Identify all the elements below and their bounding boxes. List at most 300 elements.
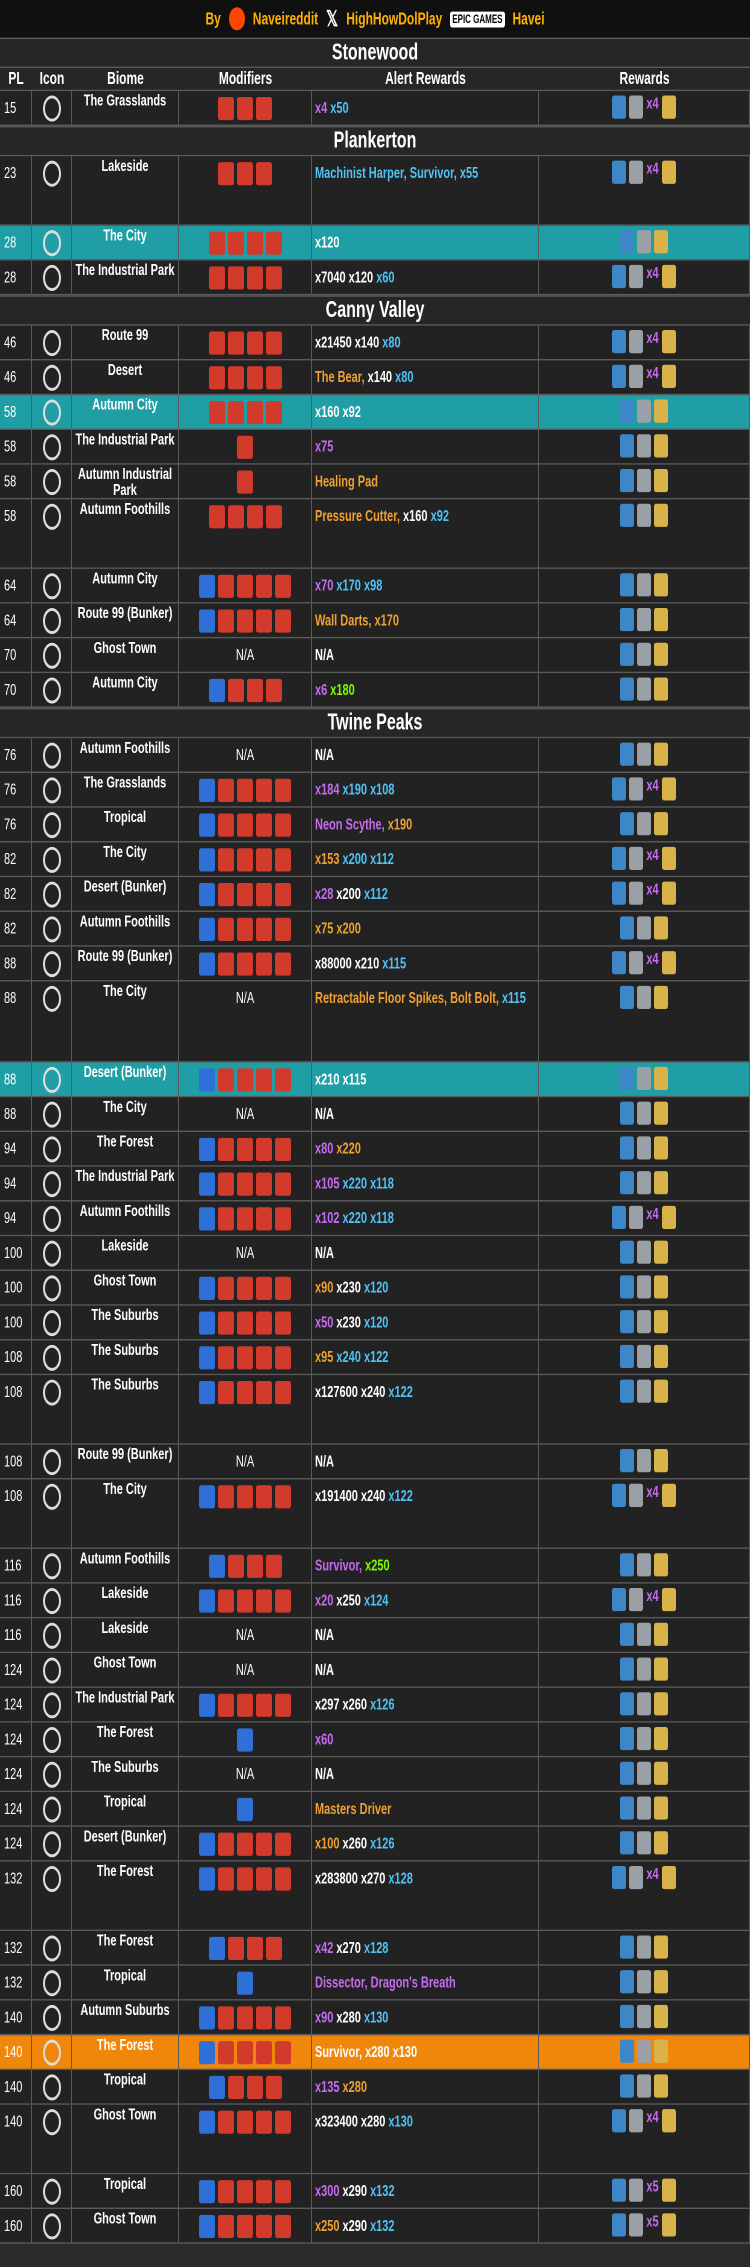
modifier-icon [199,2041,215,2064]
alert-reward-text: x260 [342,1835,371,1853]
modifier-icon [256,1207,272,1230]
alert-rewards [312,326,539,359]
power-level: 100 [0,1236,32,1269]
reward-icon [612,847,626,870]
alert-reward-text: x190 [387,816,413,834]
reward-count: x4 [646,1865,659,1884]
power-level: 100 [0,1306,32,1339]
alert-reward-text: N/A [315,746,334,765]
alert-reward-text: x75 [315,438,334,456]
alert-reward-text: x4 [315,99,331,118]
modifiers [179,1306,312,1339]
modifier-icon [199,1207,215,1230]
mission-icon-cell [32,1827,72,1860]
mission-row [0,1549,750,1584]
reward-icon [637,986,651,1009]
alert-reward-text: x115 [342,1071,367,1089]
alert-reward-text: x122 [363,1349,389,1367]
alert-reward-text: x170 [336,577,364,595]
power-level: 58 [0,499,32,567]
reward-icon [620,1658,634,1681]
reward-icon [662,1206,676,1229]
mission-row [0,569,750,604]
rewards [539,638,750,671]
alert-reward-text: x90 [315,2009,337,2027]
alert-reward-text: x102 [315,1210,343,1228]
modifier-icon [218,2180,234,2203]
mission-icon-cell [32,1931,72,1964]
alert-reward-text: Survivor, [315,2044,366,2062]
rewards [539,326,750,359]
alert-rewards [312,604,539,637]
power-level: 108 [0,1479,32,1547]
mission-type-icon [43,1796,61,1822]
reward-icon [654,1796,668,1819]
biome-name: Autumn City [72,673,179,706]
modifier-icon [256,2006,272,2029]
mission-type-icon [43,1970,61,1996]
mission-row [0,1167,750,1202]
rewards [539,912,750,945]
mission-icon-cell [32,981,72,1061]
x-icon: 𝕏 [326,7,339,32]
reward-icon [662,265,676,288]
mission-icon-cell [32,773,72,806]
mission-icon-cell [32,2209,72,2242]
alert-reward-text: x88000 [315,955,355,973]
modifier-icon [275,2041,291,2064]
modifier-icon [237,779,253,802]
x-user: HighHowDolPlay [346,8,443,29]
alert-reward-text: x250 [365,1557,390,1575]
modifier-icon [237,436,253,459]
modifier-icon [237,1694,253,1717]
modifier-icon [275,1589,291,1612]
biome-name: Ghost Town [72,2105,179,2173]
modifier-icon [266,266,282,289]
mission-row [0,981,750,1062]
rewards [539,1862,750,1930]
rewards [539,1132,750,1165]
reward-icon [620,469,634,492]
reward-icon [654,743,668,766]
reward-count: x4 [646,95,659,113]
modifier-icon [218,1694,234,1717]
alert-reward-text: x126 [370,1696,395,1714]
biome-name: Autumn Foothills [72,1202,179,1235]
reward-icon [654,1380,668,1403]
reward-icon [620,1171,634,1194]
modifier-icon [275,2180,291,2203]
reward-icon [654,2074,668,2097]
reward-icon [654,1345,668,1368]
modifier-icon [256,1694,272,1717]
modifier-icon [199,1867,215,1890]
biome-name: The Industrial Park [72,430,179,463]
mission-icon-cell [32,395,72,428]
reward-icon [654,608,668,631]
modifier-icon [266,1937,282,1960]
modifier-icon [228,401,244,424]
mission-icon-cell [32,569,72,602]
modifier-icon [237,1589,253,1612]
modifier-icon [199,1485,215,1508]
modifier-icon [218,1277,234,1300]
modifier-icon [256,609,272,632]
modifiers [179,912,312,945]
reward-icon [620,1275,634,1298]
rewards [539,1792,750,1825]
power-level: 108 [0,1340,32,1373]
modifier-icon [247,505,263,528]
biome-name: Tropical [72,1966,179,1999]
mission-row [0,261,750,296]
biome-name: Autumn Industrial Park [72,465,179,498]
alert-reward-text: x120 [315,234,340,252]
power-level: 108 [0,1445,32,1478]
mission-type-icon [43,677,61,703]
modifiers-na: N/A [179,1097,312,1130]
mission-type-icon [43,2213,61,2239]
power-level: 94 [0,1132,32,1165]
reward-count: x4 [646,2109,659,2127]
alert-reward-text: x122 [388,1383,413,1402]
modifier-icon [199,2215,215,2238]
reward-count: x4 [646,881,659,899]
rewards [539,1271,750,1304]
by-label: By [205,8,221,29]
alert-reward-text: x115 [502,990,526,1008]
alert-rewards [312,947,539,980]
modifier-icon [275,609,291,632]
rewards [539,1375,750,1443]
reward-icon [620,1970,634,1993]
reward-icon [637,1623,651,1646]
power-level: 46 [0,360,32,393]
modifiers [179,1688,312,1721]
biome-name: The Industrial Park [72,1167,179,1200]
modifier-icon [266,232,282,255]
alert-reward-text: x160 [315,403,343,422]
modifier-icon [199,953,215,976]
reward-icon [637,1449,651,1472]
rewards [539,395,750,428]
alert-reward-text: x280 [365,2044,393,2062]
mission-icon-cell [32,1723,72,1756]
power-level: 88 [0,981,32,1061]
reward-icon [662,2179,676,2202]
modifier-icon [266,1555,282,1578]
alert-reward-text: x297 [315,1696,343,1714]
alert-reward-text: x240 [360,1488,389,1506]
rewards [539,843,750,876]
biome-name: Tropical [72,2070,179,2103]
modifier-icon [209,366,225,389]
modifiers [179,360,312,393]
modifier-icon [256,575,272,598]
alert-reward-text: x180 [330,681,355,700]
reward-icon [637,2074,651,2097]
alert-rewards [312,2174,539,2207]
power-level: 100 [0,1271,32,1304]
alert-reward-text: x80 [395,369,414,387]
modifier-icon [237,1277,253,1300]
power-level: 124 [0,1792,32,1825]
mission-icon-cell [32,2070,72,2103]
modifier-icon [275,575,291,598]
mission-icon-cell [32,1063,72,1096]
modifier-icon [218,814,234,837]
modifier-icon [218,918,234,941]
modifier-icon [228,366,244,389]
modifier-icon [266,366,282,389]
mission-icon-cell [32,1306,72,1339]
reward-icon [620,1380,634,1403]
alert-rewards [312,1063,539,1096]
alert-reward-text: x210 [315,1071,343,1089]
rewards [539,1236,750,1269]
alert-rewards [312,2035,539,2068]
power-level: 64 [0,569,32,602]
biome-name: The Industrial Park [72,1688,179,1721]
alert-rewards [312,1167,539,1200]
power-level: 70 [0,638,32,671]
header-cell: Icon [39,68,65,89]
alert-reward-text: x92 [342,403,361,422]
reward-icon [654,916,668,939]
mission-row [0,877,750,912]
mission-icon-cell [32,1132,72,1165]
modifier-icon [256,1138,272,1161]
biome-name: The City [72,981,179,1061]
reward-icon [637,469,651,492]
modifier-icon [275,1138,291,1161]
mission-row [0,226,750,261]
reward-icon [637,916,651,939]
modifier-icon [275,1346,291,1369]
modifier-icon [237,1381,253,1404]
modifier-icon [218,953,234,976]
reward-icon [629,1206,643,1229]
reward-icon [612,1588,626,1611]
rewards [539,91,750,124]
alert-reward-text: x20 [315,1592,337,1610]
power-level: 46 [0,326,32,359]
reward-count: x5 [646,2213,659,2231]
alert-rewards [312,1097,539,1130]
biome-name: Lakeside [72,1584,179,1617]
reward-icon [612,882,626,905]
power-level: 58 [0,395,32,428]
modifiers [179,843,312,876]
alert-reward-text: x7040 [315,269,349,287]
alert-reward-text: N/A [315,1105,334,1124]
mission-icon-cell [32,2035,72,2068]
alert-rewards [312,569,539,602]
biome-name: Tropical [72,1792,179,1825]
alert-reward-text: x122 [388,1488,413,1506]
alert-reward-text: x80 [315,1140,337,1159]
mission-type-icon [43,1241,61,1267]
mission-icon-cell [32,2001,72,2034]
mission-type-icon [43,1935,61,1961]
alert-rewards [312,981,539,1061]
alert-rewards [312,2209,539,2242]
reward-icon [629,2109,643,2132]
biome-name: The City [72,843,179,876]
alert-reward-text: x191400 [315,1488,361,1506]
alert-reward-text: N/A [315,1453,334,1471]
reward-icon [654,1762,668,1785]
mission-icon-cell [32,1167,72,1200]
reward-icon [654,1692,668,1715]
power-level: 23 [0,156,32,224]
modifier-icon [237,1485,253,1508]
mission-type-icon [43,1484,61,1510]
power-level: 70 [0,673,32,706]
modifier-icon [275,953,291,976]
reward-icon [620,643,634,666]
mission-icon-cell [32,499,72,567]
reward-icon [620,1796,634,1819]
modifiers [179,156,312,224]
alert-reward-text: x60 [376,269,395,287]
modifier-icon [275,848,291,871]
mission-row [0,2001,750,2036]
mission-icon-cell [32,877,72,910]
alert-rewards [312,430,539,463]
reward-icon [629,951,643,974]
power-level: 82 [0,877,32,910]
modifiers [179,1271,312,1304]
modifier-icon [218,1485,234,1508]
modifier-icon [209,266,225,289]
mission-type-icon [43,96,61,122]
reward-icon [654,643,668,666]
power-level: 15 [0,91,32,124]
rewards [539,1723,750,1756]
modifiers [179,1167,312,1200]
mission-row [0,1479,750,1548]
modifier-icon [237,575,253,598]
alert-rewards [312,91,539,124]
modifier-icon [237,1346,253,1369]
mission-type-icon [43,230,61,256]
reward-icon [612,777,626,800]
alert-reward-text: x140 [367,369,396,387]
rewards [539,1653,750,1686]
rewards [539,2209,750,2242]
alert-reward-text: x112 [370,851,394,869]
alert-reward-text: x280 [360,2113,389,2131]
biome-name: The Grasslands [72,91,179,124]
modifiers [179,2209,312,2242]
rewards [539,1202,750,1235]
modifiers [179,261,312,294]
reward-icon [629,882,643,905]
reward-icon [654,1831,668,1854]
reward-icon [612,161,626,184]
power-level: 58 [0,465,32,498]
mission-row [0,2070,750,2105]
modifier-icon [275,1694,291,1717]
modifier-icon [256,2111,272,2134]
biome-name: The Grasslands [72,773,179,806]
rewards [539,569,750,602]
reward-icon [629,1484,643,1507]
alert-rewards [312,395,539,428]
rewards [539,673,750,706]
reward-icon [637,504,651,527]
biome-name: The Forest [72,1862,179,1930]
alert-reward-text: x230 [336,1314,364,1332]
alert-reward-text: x124 [363,1592,389,1610]
mission-row [0,738,750,773]
reward-icon [620,608,634,631]
reward-icon [662,951,676,974]
alert-reward-text: Neon Scythe, [315,816,388,834]
alert-reward-text: x130 [363,2009,389,2027]
reward-icon [662,1866,676,1889]
modifier-icon [199,2111,215,2134]
mission-type-icon [43,469,61,495]
mission-type-icon [43,1275,61,1301]
epic-user: Havei [512,8,545,29]
header-cell: PL [8,68,24,89]
alert-reward-text: x21450 [315,334,355,352]
modifier-icon [209,1937,225,1960]
modifier-icon [218,1833,234,1856]
modifier-icon [237,1972,253,1995]
mission-row [0,1340,750,1375]
alert-reward-text: x290 [342,2182,371,2201]
reward-icon [654,1241,668,1264]
reward-icon [620,230,634,253]
modifiers-na: N/A [179,1445,312,1478]
mission-row [0,843,750,878]
biome-name: The Suburbs [72,1375,179,1443]
alert-reward-text: N/A [315,647,334,665]
zone-title: Twine Peaks [0,708,750,738]
power-level: 116 [0,1584,32,1617]
alert-reward-text: x200 [336,885,364,904]
modifiers [179,1792,312,1825]
reward-icon [654,1102,668,1125]
reward-icon [612,1206,626,1229]
alert-reward-text: x28 [315,885,337,904]
reward-icon [612,2179,626,2202]
modifier-icon [228,1555,244,1578]
mission-row [0,1584,750,1619]
alert-reward-text: x126 [370,1835,395,1853]
alert-reward-text: x90 [315,1279,337,1298]
reward-icon [654,1136,668,1159]
reward-icon [637,2040,651,2063]
reward-icon [620,1102,634,1125]
alert-reward-text: x200 [342,851,371,869]
power-level: 140 [0,2105,32,2173]
modifier-icon [228,2076,244,2099]
mission-row [0,2174,750,2209]
mission-row [0,773,750,808]
reward-icon [629,1588,643,1611]
alert-rewards [312,1757,539,1790]
reward-icon [654,504,668,527]
mission-row [0,156,750,225]
biome-name: Route 99 (Bunker) [72,947,179,980]
power-level: 94 [0,1167,32,1200]
reward-icon [620,1692,634,1715]
